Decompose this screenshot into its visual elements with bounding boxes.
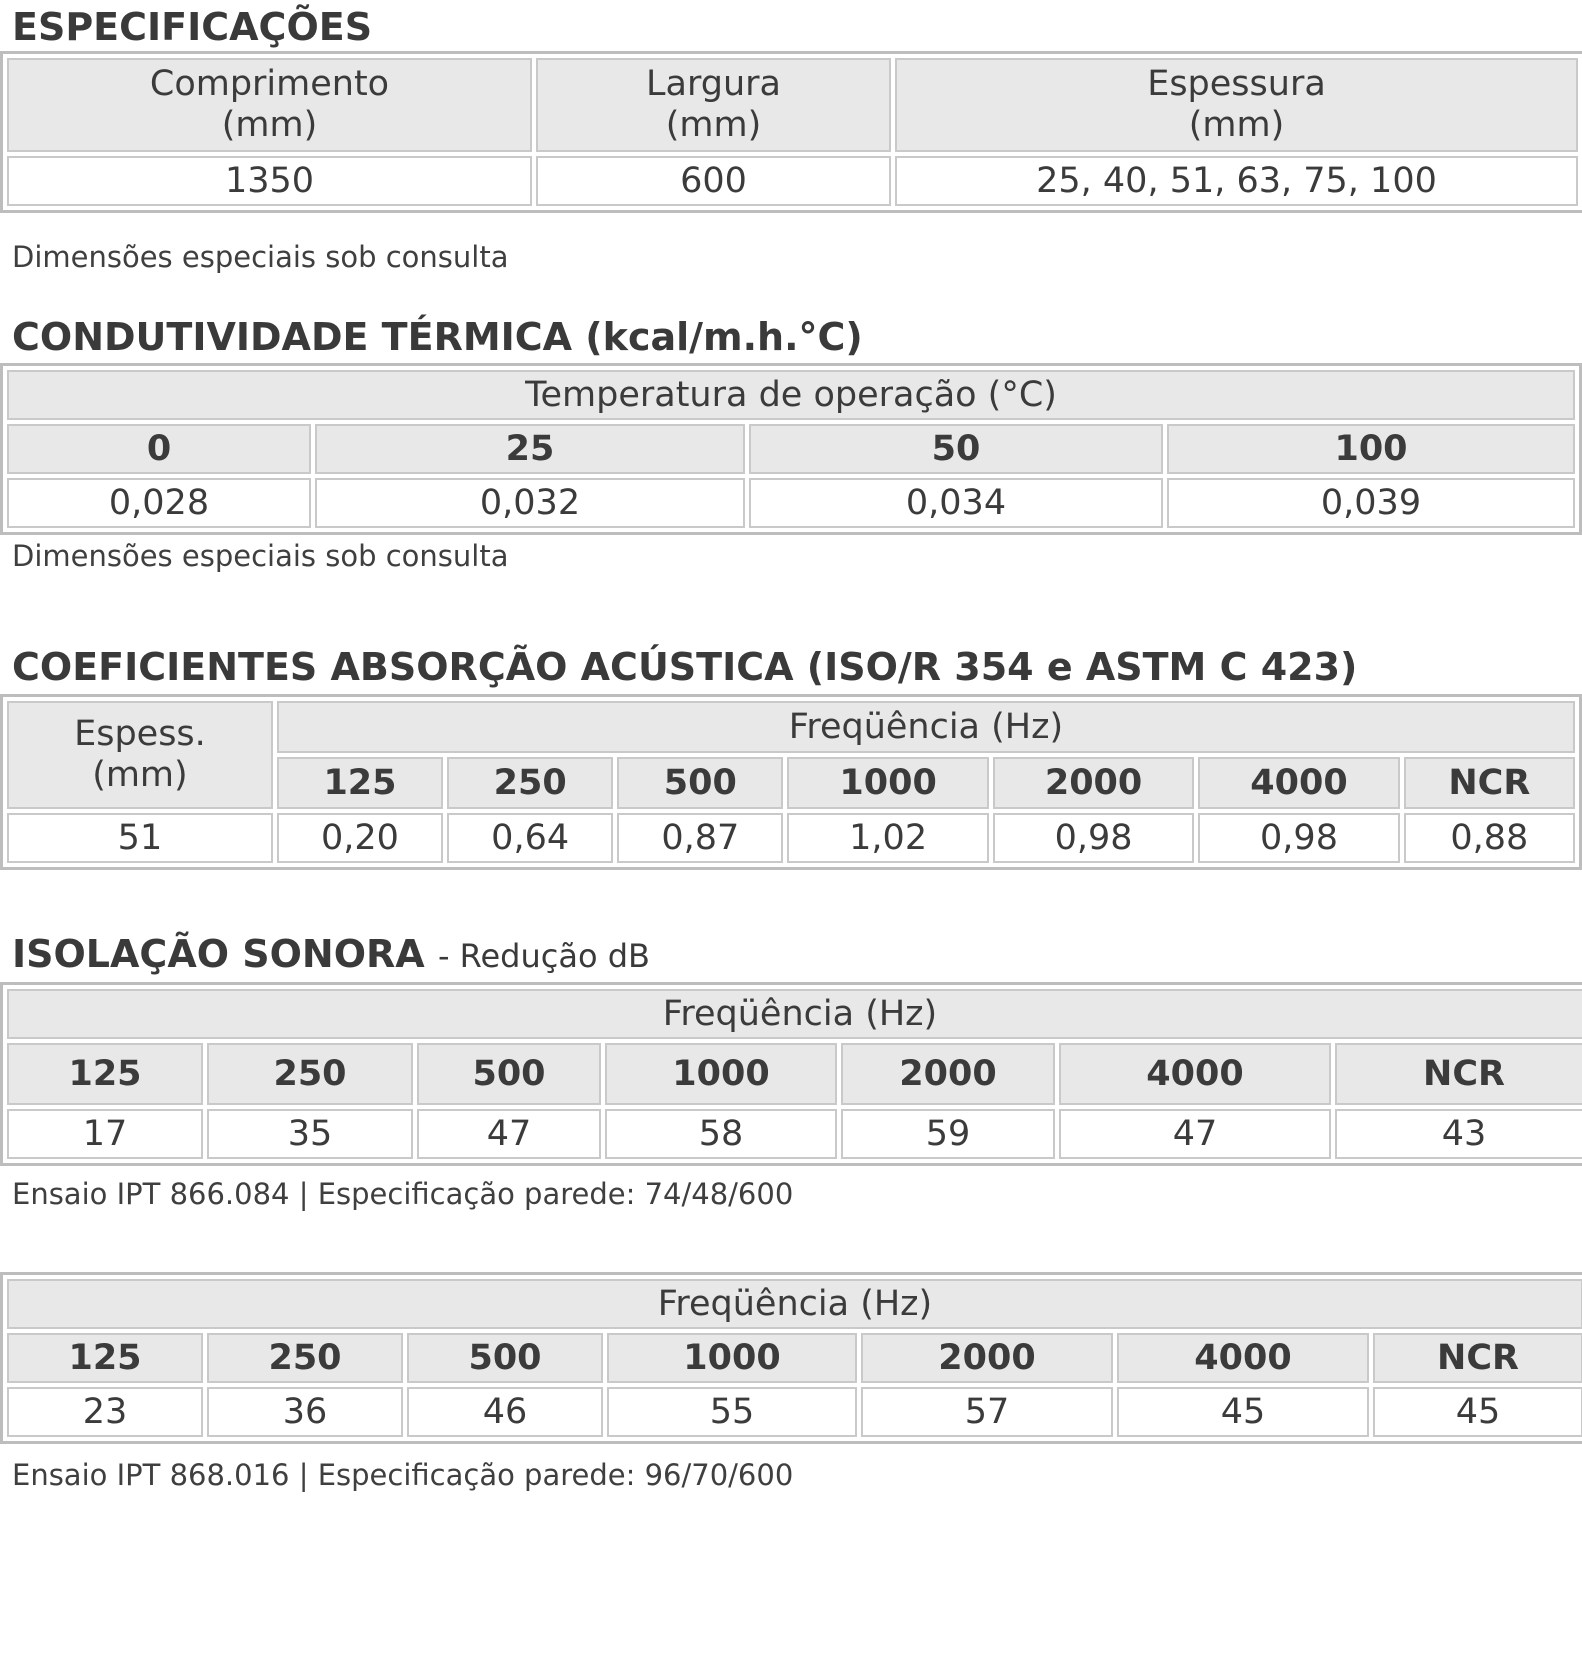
- db-value: 17: [7, 1109, 203, 1159]
- freq-header: 2000: [841, 1043, 1055, 1105]
- header-largura: Largura (mm): [536, 58, 891, 152]
- freq-header: 4000: [1117, 1333, 1369, 1383]
- frequencia-group-header: Freqüência (Hz): [277, 701, 1575, 753]
- db-value: 35: [207, 1109, 413, 1159]
- db-value: 47: [1059, 1109, 1331, 1159]
- db-value: 57: [861, 1387, 1113, 1437]
- freq-header: 250: [207, 1333, 403, 1383]
- freq-header: 4000: [1059, 1043, 1331, 1105]
- db-value: 55: [607, 1387, 857, 1437]
- value-largura: 600: [536, 156, 891, 206]
- especificacoes-note: Dimensões especiais sob consulta: [12, 240, 509, 274]
- temperatura-group-header: Temperatura de operação (°C): [7, 370, 1575, 420]
- conductivity-value: 0,034: [749, 478, 1163, 528]
- especificacoes-table: [0, 51, 1582, 213]
- freq-header: 4000: [1198, 757, 1399, 809]
- frequencia-group-header: Freqüência (Hz): [7, 989, 1582, 1039]
- absorption-value: 0,64: [447, 813, 613, 863]
- especificacoes-title: ESPECIFICAÇÕES: [12, 5, 373, 49]
- frequencia-group-header: Freqüência (Hz): [7, 1279, 1582, 1329]
- header-espessura: Espessura (mm): [895, 58, 1578, 152]
- temp-header: 50: [749, 424, 1163, 474]
- freq-header: NCR: [1335, 1043, 1582, 1105]
- freq-header: NCR: [1373, 1333, 1582, 1383]
- temp-header: 25: [315, 424, 745, 474]
- absorcao-table: [0, 694, 1582, 870]
- absorption-value: 0,20: [277, 813, 443, 863]
- value-comprimento: 1350: [7, 156, 532, 206]
- espessura-value: 51: [7, 813, 273, 863]
- db-value: 23: [7, 1387, 203, 1437]
- temp-header: 0: [7, 424, 311, 474]
- freq-header: 250: [447, 757, 613, 809]
- condutividade-title: CONDUTIVIDADE TÉRMICA (kcal/m.h.°C): [12, 315, 863, 359]
- freq-header: 1000: [607, 1333, 857, 1383]
- conductivity-value: 0,032: [315, 478, 745, 528]
- freq-header: 125: [277, 757, 443, 809]
- freq-header: 2000: [993, 757, 1194, 809]
- isolacao-note-1: Ensaio IPT 866.084 | Especificação parede: 74/48/600: [12, 1177, 794, 1211]
- absorcao-title: COEFICIENTES ABSORÇÃO ACÚSTICA (ISO/R 354 e ASTM C 423): [12, 645, 1358, 689]
- db-value: 36: [207, 1387, 403, 1437]
- db-value: 47: [417, 1109, 601, 1159]
- value-espessura: 25, 40, 51, 63, 75, 100: [895, 156, 1578, 206]
- freq-header: 1000: [605, 1043, 837, 1105]
- conductivity-value: 0,039: [1167, 478, 1575, 528]
- freq-header: 250: [207, 1043, 413, 1105]
- isolacao-note-2: Ensaio IPT 868.016 | Especificação parede: 96/70/600: [12, 1458, 794, 1492]
- db-value: 58: [605, 1109, 837, 1159]
- freq-header: NCR: [1404, 757, 1575, 809]
- temp-header: 100: [1167, 424, 1575, 474]
- isolacao-table-2: [0, 1272, 1582, 1444]
- freq-header: 500: [617, 757, 783, 809]
- absorption-value: 1,02: [787, 813, 988, 863]
- condutividade-table: [0, 363, 1582, 535]
- db-value: 45: [1117, 1387, 1369, 1437]
- freq-header: 2000: [861, 1333, 1113, 1383]
- condutividade-note: Dimensões especiais sob consulta: [12, 539, 509, 573]
- isolacao-title: ISOLAÇÃO SONORA - Redução dB: [12, 932, 650, 976]
- db-value: 45: [1373, 1387, 1582, 1437]
- freq-header: 125: [7, 1043, 203, 1105]
- absorption-value: 0,87: [617, 813, 783, 863]
- absorption-value: 0,98: [993, 813, 1194, 863]
- freq-header: 125: [7, 1333, 203, 1383]
- isolacao-table-1: [0, 982, 1582, 1166]
- db-value: 43: [1335, 1109, 1582, 1159]
- conductivity-value: 0,028: [7, 478, 311, 528]
- absorption-value: 0,88: [1404, 813, 1575, 863]
- header-comprimento: Comprimento (mm): [7, 58, 532, 152]
- freq-header: 1000: [787, 757, 988, 809]
- db-value: 59: [841, 1109, 1055, 1159]
- db-value: 46: [407, 1387, 603, 1437]
- isolacao-subtitle: - Redução dB: [437, 937, 650, 975]
- espessura-row-header: Espess. (mm): [7, 701, 273, 809]
- freq-header: 500: [407, 1333, 603, 1383]
- freq-header: 500: [417, 1043, 601, 1105]
- absorption-value: 0,98: [1198, 813, 1399, 863]
